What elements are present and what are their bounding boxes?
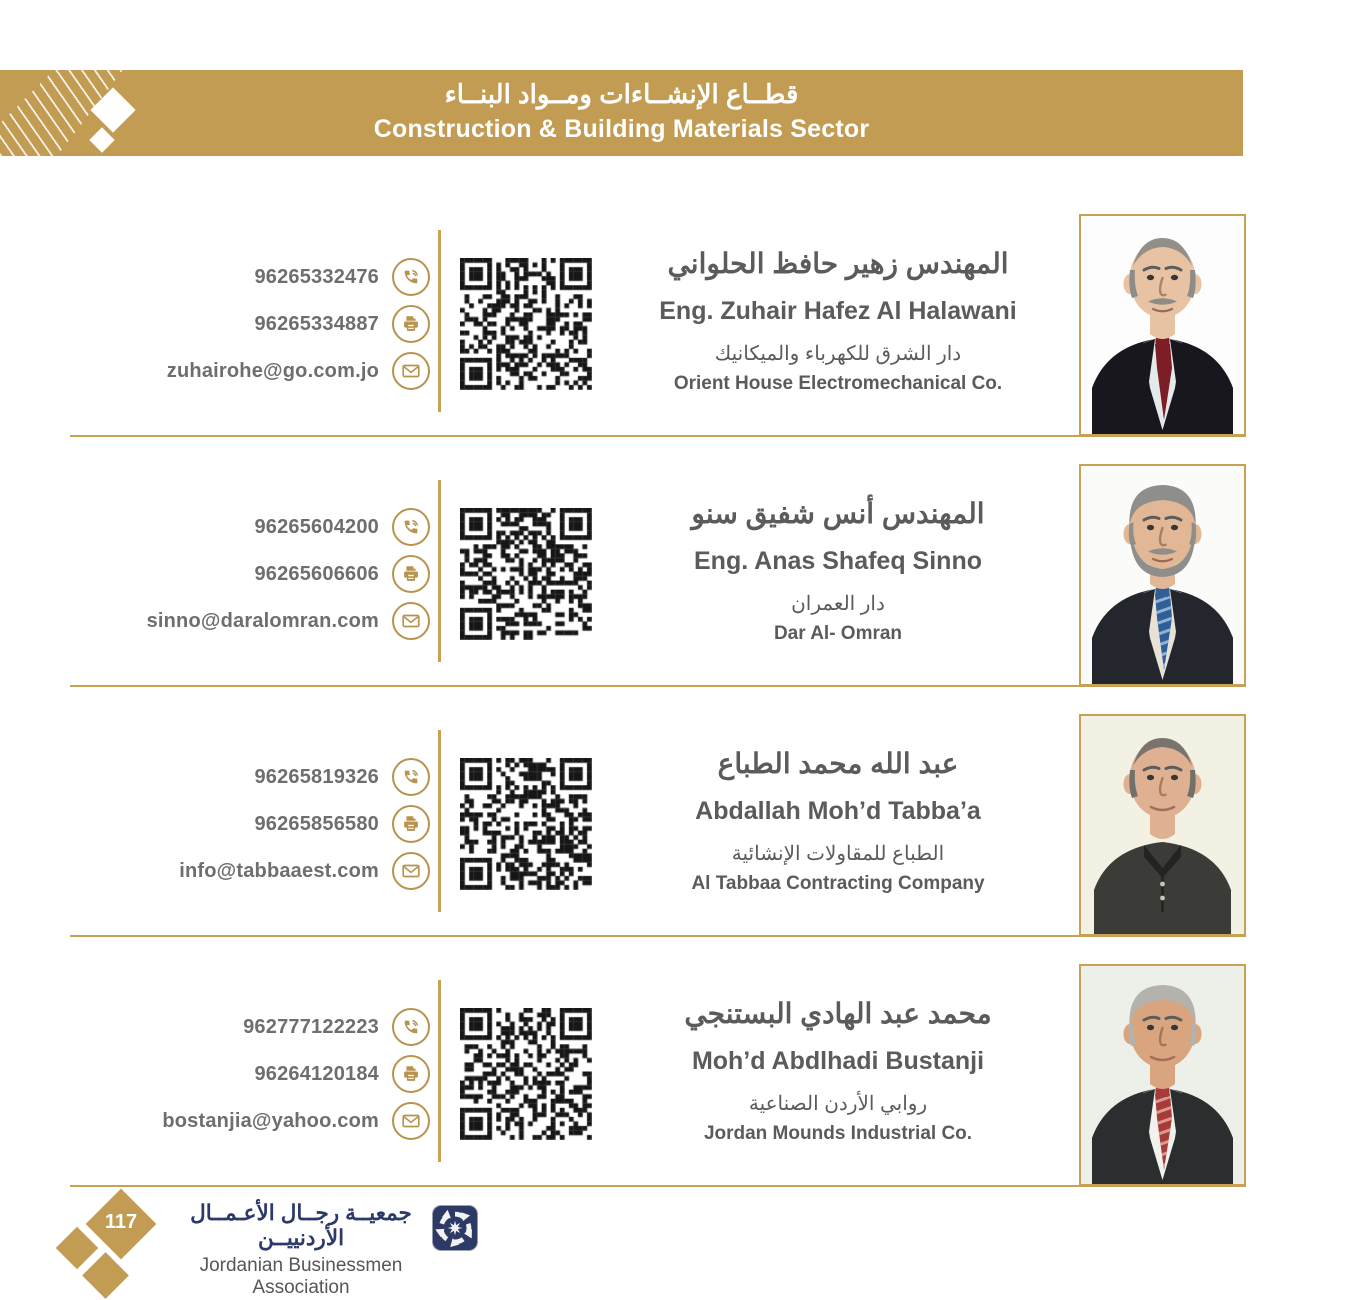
qr-code xyxy=(460,1008,592,1140)
company-name-arabic: دار الشرق للكهرباء والميكانيك xyxy=(714,343,962,365)
association-name-arabic: جمعيــة رجــال الأعـمــال الأردنييــن xyxy=(190,1201,412,1250)
member-name-english: Eng. Zuhair Hafez Al Halawani xyxy=(659,297,1017,325)
email-icon xyxy=(392,852,430,890)
contact-list xyxy=(70,258,430,390)
contact-list xyxy=(70,1008,430,1140)
phone-row xyxy=(254,508,430,546)
profile-card xyxy=(70,687,1246,937)
email-address[interactable]: bostanjia@yahoo.com xyxy=(162,1109,379,1132)
member-info xyxy=(598,247,1078,395)
email-icon xyxy=(392,352,430,390)
company-name-arabic: روابي الأردن الصناعية xyxy=(748,1093,928,1115)
fax-row xyxy=(254,305,430,343)
member-name-arabic: المهندس زهير حافظ الحلواني xyxy=(667,248,1009,279)
profile-card xyxy=(70,937,1246,1187)
company-name-arabic: الطباع للمقاولات الإنشائية xyxy=(731,843,945,865)
member-name-arabic: محمد عبد الهادي البستنجي xyxy=(684,998,992,1029)
sector-title-english: Construction & Building Materials Sector xyxy=(373,115,870,143)
email-address[interactable]: info@tabbaaest.com xyxy=(179,859,379,882)
member-photo xyxy=(1079,714,1246,936)
footer-diamond-small-2 xyxy=(82,1252,129,1299)
member-info xyxy=(598,997,1078,1145)
contact-list xyxy=(70,758,430,890)
member-info xyxy=(598,747,1078,895)
phone-icon xyxy=(392,508,430,546)
profile-card xyxy=(70,187,1246,437)
profile-card xyxy=(70,437,1246,687)
profiles xyxy=(70,187,1246,1187)
member-name-english: Moh’d Abdlhadi Bustanji xyxy=(691,1047,985,1075)
email-row xyxy=(147,602,430,640)
fax-number: 96265334887 xyxy=(254,312,379,335)
fax-icon xyxy=(392,1055,430,1093)
phone-number: 96265604200 xyxy=(254,515,379,538)
qr-code xyxy=(460,258,592,390)
association-name-english: Jordanian Businessmen Association xyxy=(199,1255,403,1298)
phone-row xyxy=(243,1008,430,1046)
fax-icon xyxy=(392,805,430,843)
sector-title-arabic: قطــاع الإنشــاءات ومــواد البنــاء xyxy=(444,79,799,109)
sector-banner xyxy=(0,70,1243,156)
company-name-english: Al Tabbaa Contracting Company xyxy=(691,873,985,894)
footer-diamond-small-1 xyxy=(56,1227,98,1269)
member-photo xyxy=(1079,214,1246,436)
association-name xyxy=(172,1201,430,1299)
email-row xyxy=(179,852,430,890)
company-name-english: Orient House Electromechanical Co. xyxy=(673,373,1003,394)
phone-number: 962777122223 xyxy=(243,1015,379,1038)
phone-icon xyxy=(392,1008,430,1046)
footer xyxy=(0,1185,1359,1300)
fax-icon xyxy=(392,555,430,593)
fax-row xyxy=(254,555,430,593)
fax-row xyxy=(254,1055,430,1093)
email-icon xyxy=(392,1102,430,1140)
qr-code xyxy=(460,508,592,640)
fax-number: 96264120184 xyxy=(254,1062,379,1085)
fax-number: 96265606606 xyxy=(254,562,379,585)
email-icon xyxy=(392,602,430,640)
company-name-english: Jordan Mounds Industrial Co. xyxy=(703,1123,973,1144)
fax-number: 96265856580 xyxy=(254,812,379,835)
contact-qr-divider xyxy=(438,730,441,912)
qr-code xyxy=(460,758,592,890)
member-name-arabic: عبد الله محمد الطباع xyxy=(717,748,959,779)
contact-list xyxy=(70,508,430,640)
email-address[interactable]: sinno@daralomran.com xyxy=(146,609,379,632)
contact-qr-divider xyxy=(438,480,441,662)
company-name-english: Dar Al- Omran xyxy=(773,623,903,644)
jba-logo-icon xyxy=(432,1205,478,1251)
fax-row xyxy=(254,805,430,843)
email-row xyxy=(162,1102,430,1140)
phone-number: 96265332476 xyxy=(254,265,379,288)
email-row xyxy=(167,352,430,390)
member-name-arabic: المهندس أنس شفيق سنو xyxy=(691,498,985,529)
member-info xyxy=(598,497,1078,645)
page-number: 117 xyxy=(104,1211,138,1233)
phone-row xyxy=(254,258,430,296)
phone-row xyxy=(254,758,430,796)
fax-icon xyxy=(392,305,430,343)
company-name-arabic: دار العمران xyxy=(791,593,885,615)
phone-icon xyxy=(392,758,430,796)
phone-icon xyxy=(392,258,430,296)
email-address[interactable]: zuhairohe@go.com.jo xyxy=(166,359,379,382)
contact-qr-divider xyxy=(438,230,441,412)
phone-number: 96265819326 xyxy=(254,765,379,788)
member-photo xyxy=(1079,964,1246,1186)
member-name-english: Abdallah Moh’d Tabba’a xyxy=(695,797,981,825)
member-photo xyxy=(1079,464,1246,686)
contact-qr-divider xyxy=(438,980,441,1162)
member-name-english: Eng. Anas Shafeq Sinno xyxy=(694,547,982,575)
